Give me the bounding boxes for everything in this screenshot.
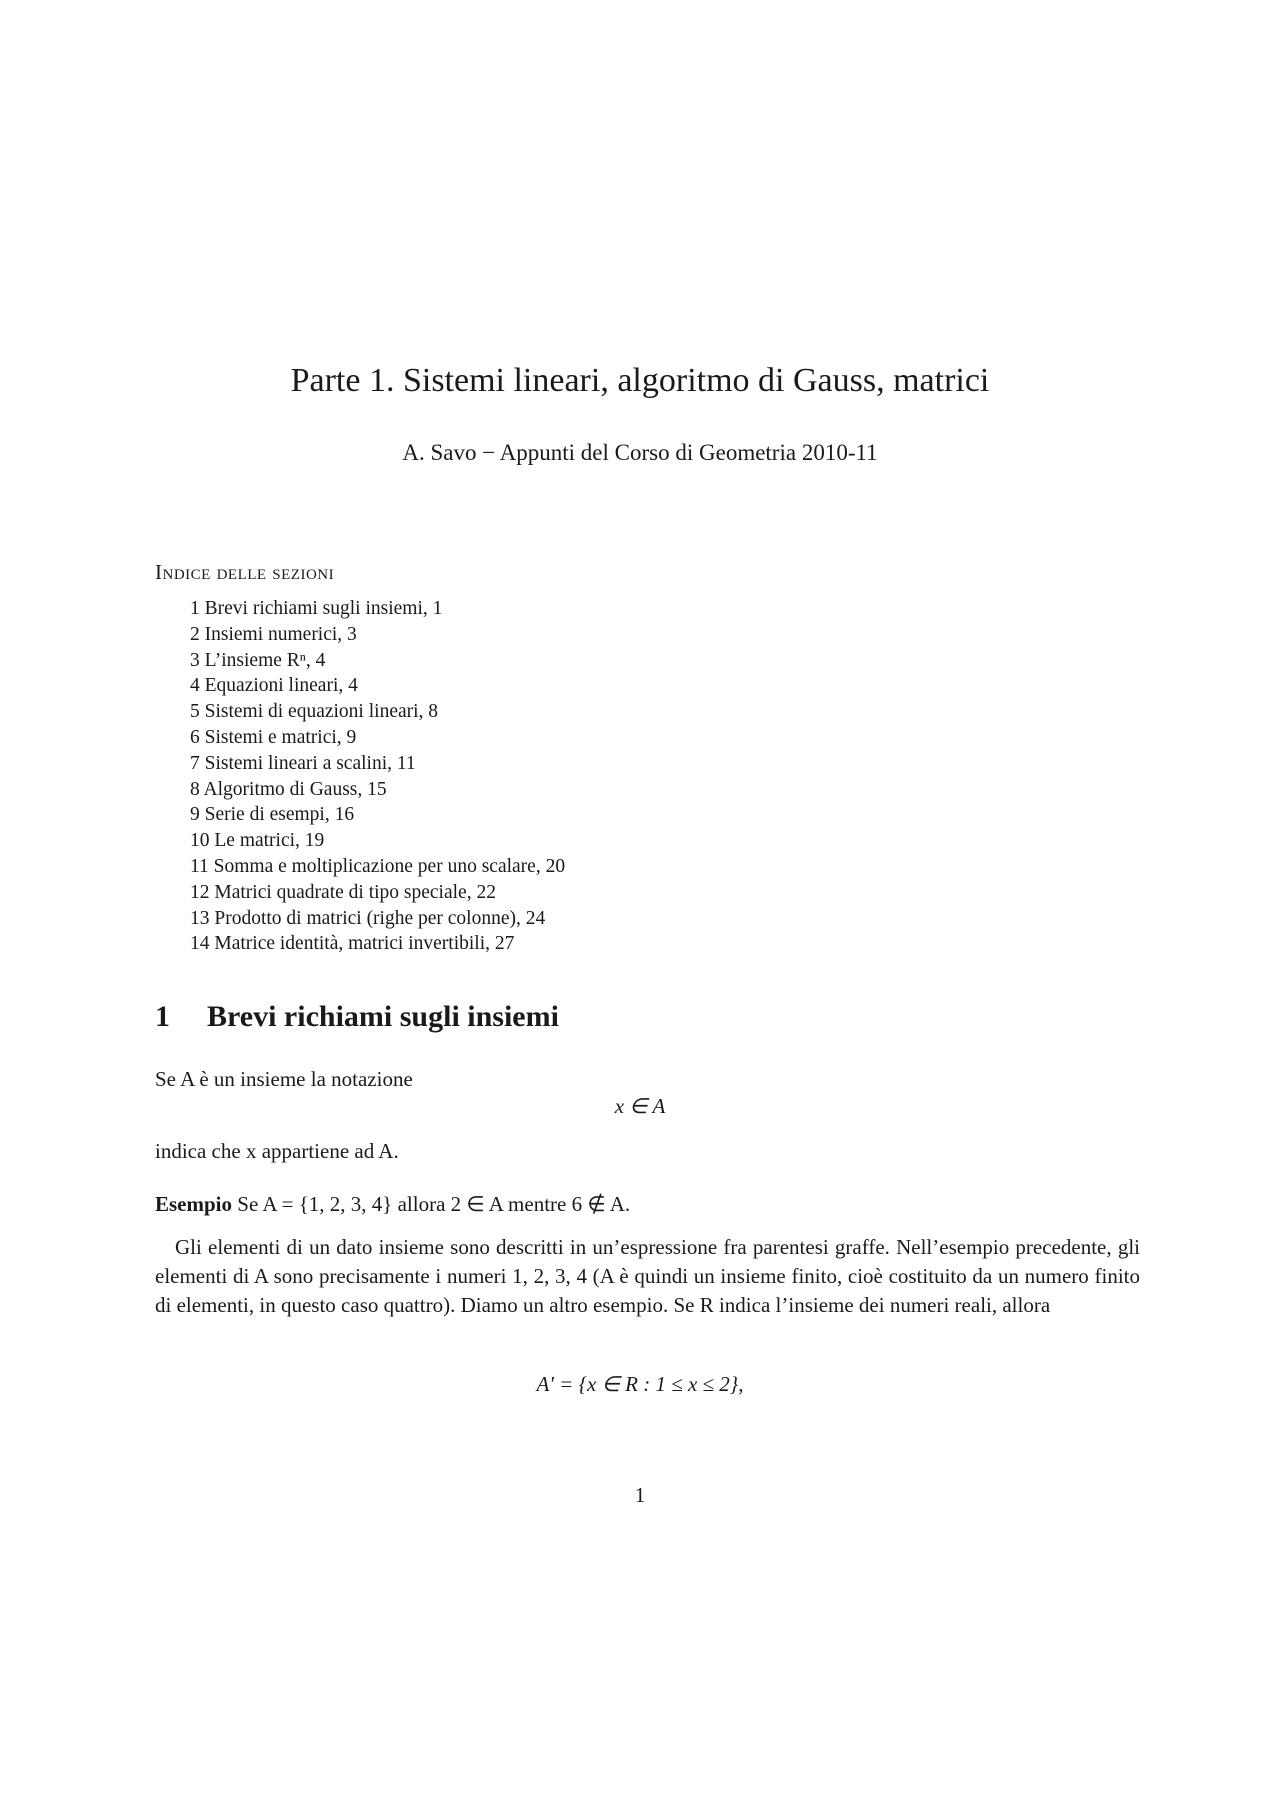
document-subtitle: A. Savo − Appunti del Corso di Geometria 2010-11: [402, 440, 878, 465]
toc-item: 9 Serie di esempi, 16: [190, 804, 355, 826]
toc-item: 13 Prodotto di matrici (righe per colonne), 24: [190, 907, 546, 929]
table-of-contents: [190, 596, 565, 957]
math-display: A′ = {x ∈ R : 1 ≤ x ≤ 2},: [536, 1372, 744, 1396]
toc-heading: Indice delle sezioni: [155, 560, 335, 584]
toc-item: 1 Brevi richiami sugli insiemi, 1: [190, 598, 443, 619]
example-paragraph: [155, 1190, 1140, 1219]
paragraph: indica che x appartiene ad A.: [155, 1139, 399, 1163]
paragraph: Se A è un insieme la notazione: [155, 1067, 413, 1091]
toc-item: 8 Algoritmo di Gauss, 15: [190, 778, 387, 800]
example-label: Esempio: [155, 1192, 233, 1216]
toc-item: 7 Sistemi lineari a scalini, 11: [190, 752, 416, 774]
math-display: x ∈ A: [614, 1094, 666, 1118]
toc-item: 3 L’insieme Rⁿ, 4: [190, 649, 326, 671]
example-text: Se A = {1, 2, 3, 4} allora 2 ∈ A mentre 6 ∉ A.: [232, 1192, 631, 1216]
toc-item: 6 Sistemi e matrici, 9: [190, 726, 357, 748]
section-heading: [155, 1000, 559, 1034]
toc-item: 14 Matrice identità, matrici invertibili, 27: [190, 933, 515, 955]
toc-item: 5 Sistemi di equazioni lineari, 8: [190, 701, 439, 723]
section-number: 1: [155, 1000, 170, 1033]
toc-item: 12 Matrici quadrate di tipo speciale, 22: [190, 881, 496, 903]
toc-item: 11 Somma e moltiplicazione per uno scalare, 20: [190, 855, 566, 877]
toc-item: 2 Insiemi numerici, 3: [190, 623, 357, 645]
section-title: Brevi richiami sugli insiemi: [207, 1000, 559, 1033]
document-title: Parte 1. Sistemi lineari, algoritmo di Gauss, matrici: [290, 362, 990, 399]
paragraph: Gli elementi di un dato insieme sono descritti in un’espressione fra parentesi graffe. Nell’esempio precedente, gli elementi di A sono precisamente i numeri 1, 2, 3, 4 (A è quindi un insieme finito, cioè costituito da un numero finito di elementi, in questo caso quattro). Diamo un altro esempio. Se R indica l’insieme dei numeri reali, allora: [155, 1235, 1140, 1317]
page-number: 1: [634, 1483, 646, 1507]
toc-item: 4 Equazioni lineari, 4: [190, 675, 358, 697]
toc-item: 10 Le matrici, 19: [190, 830, 325, 852]
